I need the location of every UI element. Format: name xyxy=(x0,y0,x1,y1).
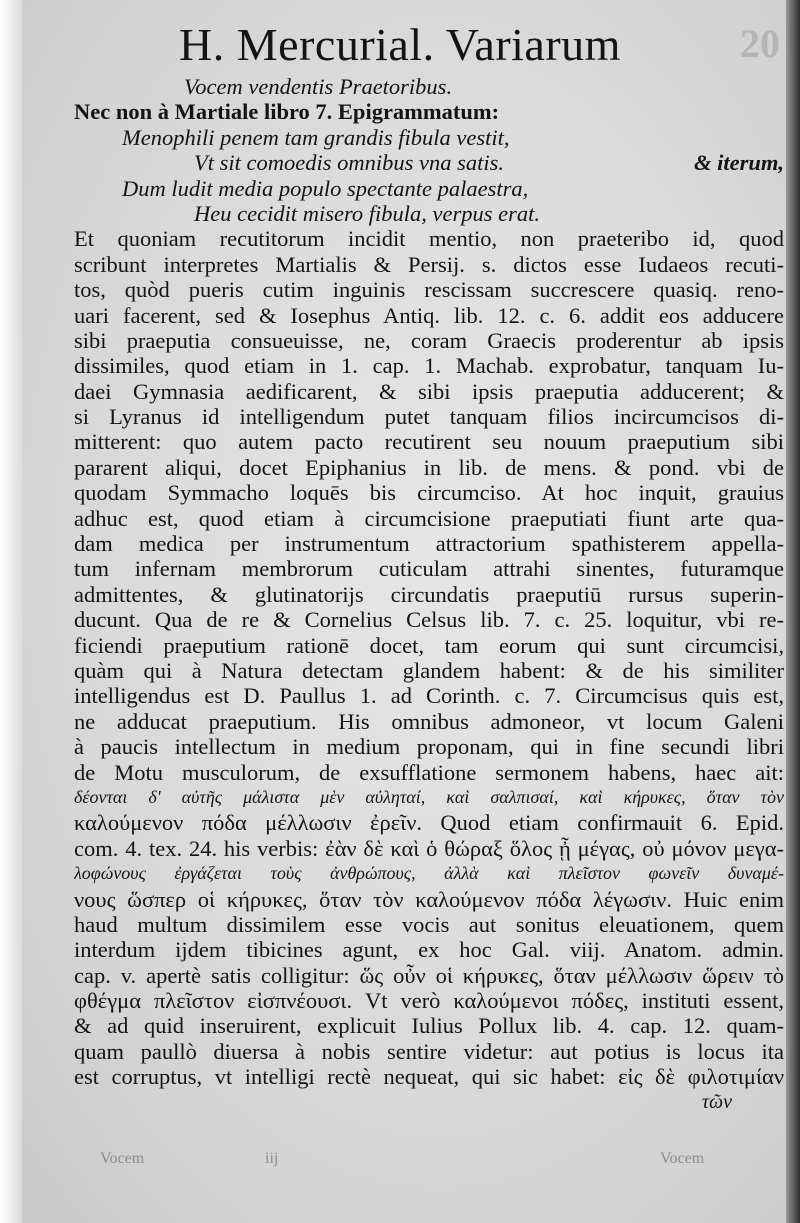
text-line: cap. v. apertè satis colligitur: ὥς οὖν οἱ κήρυκες, ὅταν μέλλωσιν ὥρειν τὸ xyxy=(74,962,784,988)
verse-tag: & iterum, xyxy=(693,150,784,176)
show-through-mark: Vocem xyxy=(100,1150,145,1167)
show-through-mark: Vocem xyxy=(660,1150,705,1167)
catchword: τῶν xyxy=(701,1090,732,1113)
text-line: tos, quòd pueris cutim inguinis rescissam succrescere quasiq. reno- xyxy=(74,277,784,303)
verse-line: Heu cecidit misero fibula, verpus erat. xyxy=(194,200,540,226)
text-block xyxy=(74,74,784,1115)
text-line: adhuc est, quod etiam à circumcisione praeputiati fiunt arte qua- xyxy=(74,505,784,531)
verse-line: Menophili penem tam grandis fibula vestit, xyxy=(122,124,510,150)
text-line: admittentes, & glutinatorijs circundatis praeputiū rursus superin- xyxy=(74,581,784,607)
text-line: daei Gymnasia aedificarent, & sibi ipsis praeputia adducerent; & xyxy=(74,378,784,404)
text-line: interdum ijdem tibicines agunt, ex hoc Gal. viij. Anatom. admin. xyxy=(74,937,784,963)
text-line: intelligendus est D. Paullus 1. ad Corinth. c. 7. Circumcisus quis est, xyxy=(74,683,784,709)
text-line: com. 4. tex. 24. his verbis: ἐὰν δὲ καὶ ὁ θώραξ ὅλος ᾖ μέγας, οὐ μόνον μεγα- xyxy=(74,835,784,861)
text-line: sibi praeputia consueuisse, ne, coram Graecis proderentur ab ipsis xyxy=(74,327,784,353)
text-line: haud multum dissimilem esse vocis aut sonitus eleuationem, quem xyxy=(74,911,784,937)
text-line: dam medica per instrumentum attractorium spathisterem appella- xyxy=(74,531,784,557)
text-line: à paucis intellectum in medium proponam, qui in fine secundi libri xyxy=(74,734,784,760)
catchword-row xyxy=(74,1090,784,1115)
greek-line: δέονται δ' αὐτῆς μάλιστα μὲν αὐληταί, καὶ σαλπισαί, καὶ κήρυκες, ὅταν τὸν xyxy=(74,786,784,807)
text-line: de Motu musculorum, de exsufflatione sermonem habens, haec ait: xyxy=(74,759,784,785)
verse-text: Vt sit comoedis omnibus vna satis. xyxy=(194,150,504,176)
text-line: Et quoniam recutitorum incidit mentio, non praeteribo id, quod xyxy=(74,226,784,252)
show-through-page-number: 20 xyxy=(740,21,780,66)
greek-line: λοφώνους ἐργάζεται τοὺς ἀνθρώπους, ἀλλὰ καὶ πλεῖστον φωνεῖν δυναμέ- xyxy=(74,863,784,884)
running-head: H. Mercurial. Variarum xyxy=(179,19,621,70)
text-line: est corruptus, vt intelligi rectè nequeat, qui sic habet: εἰς δὲ φιλοτιμίαν xyxy=(74,1064,784,1090)
text-line: quodam Symmacho loquēs bis circumciso. At hoc inquit, grauius xyxy=(74,480,784,506)
text-line: tum infernam membrorum cuticulam attrahi sinentes, futuramque xyxy=(74,556,784,582)
text-line: uari facerent, sed & Iosephus Antiq. lib. 12. c. 6. addit eos adducere xyxy=(74,302,784,328)
text-line: scribunt interpretes Martialis & Persij. s. dictos esse Iudaeos recuti- xyxy=(74,251,784,277)
text-line: ne adducat praeputium. His omnibus admoneor, vt locum Galeni xyxy=(74,708,784,734)
text-line: Vocem vendentis Praetoribus. xyxy=(184,74,453,99)
text-line: νους ὥσπερ οἱ κήρυκες, ὅταν τὸν καλούμενον πόδα λέγωσιν. Huic enim xyxy=(74,886,784,912)
page-gutter-shadow xyxy=(786,0,800,1223)
text-line: quam paullò diuersa à nobis sentire videtur: aut potius is locus ita xyxy=(74,1038,784,1064)
text-line: ficiendi praeputium rationē docet, tam eorum qui sunt circumcisi, xyxy=(74,632,784,658)
text-line: Nec non à Martiale libro 7. Epigrammatum: xyxy=(74,99,500,125)
verse-line xyxy=(74,150,784,175)
text-line: pararent aliqui, docet Epiphanius in lib. de mens. & pond. vbi de xyxy=(74,454,784,480)
page-edge-left xyxy=(0,0,22,1223)
text-line: φθέγμα πλεῖστον εἰσπνέουσι. Vt verò καλούμενοι πόδες, instituti essent, xyxy=(74,988,784,1014)
text-line: καλούμενον πόδα μέλλωσιν ἐρεῖν. Quod etiam confirmauit 6. Epid. xyxy=(74,810,784,836)
verse-line: Dum ludit media populo spectante palaestra, xyxy=(122,175,529,201)
text-line: quàm qui à Natura detectam glandem habent: & de his similiter xyxy=(74,657,784,683)
text-line: mitterent: quo autem pacto recutirent seu nouum praeputium sibi xyxy=(74,429,784,455)
text-line: & ad quid inseruirent, explicuit Iulius Pollux lib. 4. cap. 12. quam- xyxy=(74,1013,784,1039)
text-line: dissimiles, quod etiam in 1. cap. 1. Machab. exprobatur, tanquam Iu- xyxy=(74,353,784,379)
text-line: ducunt. Qua de re & Cornelius Celsus lib. 7. c. 25. loquitur, vbi re- xyxy=(74,607,784,633)
signature-mark: iij xyxy=(265,1150,279,1167)
text-line: si Lyranus id intelligendum putet tanquam filios incircumcisos di- xyxy=(74,404,784,430)
